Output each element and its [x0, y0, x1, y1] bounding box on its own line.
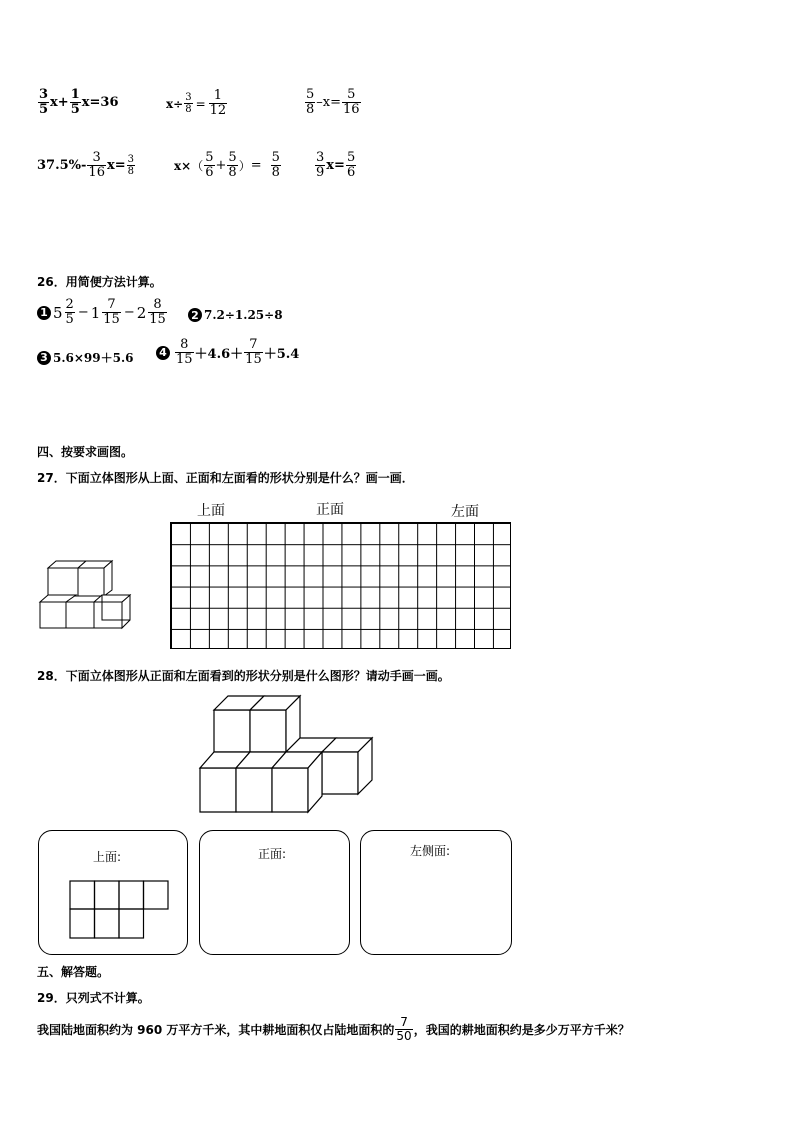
equation-1: $\frac{3}{5}$ x+ $\frac{1}{5}$ x=36: [39, 87, 119, 118]
label-front-view: 正面: [316, 502, 344, 518]
grid-cell: [144, 881, 169, 909]
fraction: $\frac{5}{6}$: [205, 150, 214, 181]
circled-number: 3: [37, 351, 51, 365]
top-view-drawing: [69, 880, 169, 940]
left-view-label: 左侧面:: [410, 844, 451, 858]
grid-cell: [119, 909, 144, 938]
question-29-title: 29．只列式不计算。: [37, 991, 150, 1005]
cube-face: [40, 602, 66, 628]
cube-face: [214, 710, 250, 752]
fraction: $\frac{1}{5}$: [70, 87, 80, 118]
fraction: $\frac{1}{12}$: [209, 88, 227, 119]
equation-4: 37.5%- $\frac{3}{16}$ x= $\frac{3}{8}$: [37, 150, 134, 181]
question-26-title: 26．用简便方法计算。: [37, 275, 162, 289]
fraction: $\frac{2}{5}$: [65, 297, 74, 328]
question-28-title: 28．下面立体图形从正面和左面看到的形状分别是什么图形？请动手画一画。: [37, 669, 450, 683]
fraction: $\frac{3}{9}$: [316, 150, 325, 181]
fraction: $\frac{7}{50}$: [396, 1015, 412, 1044]
top-view-box[interactable]: [38, 830, 188, 955]
fraction: $\frac{5}{8}$: [306, 87, 315, 118]
cube-face: [40, 595, 76, 602]
q26-problem-3: 3 5.6×99＋5.6: [37, 349, 134, 366]
fraction: $\frac{3}{5}$: [39, 87, 49, 118]
grid-cell: [70, 881, 95, 909]
q26-problem-1: 1 5 $\frac{2}{5}$ − 1 $\frac{7}{15}$ − 2 $\frac{8}{15}$: [37, 298, 168, 328]
grid-cell: [95, 909, 120, 938]
cube-figure-27: [38, 558, 136, 630]
fraction: $\frac{8}{15}$: [176, 337, 193, 368]
drawing-grid[interactable]: [170, 522, 511, 649]
cube-face: [272, 768, 308, 812]
circled-number: 1: [37, 306, 51, 320]
circled-number: 4: [156, 346, 170, 360]
equation-6: $\frac{3}{9}$ x= $\frac{5}{6}$: [316, 150, 356, 181]
cube-face: [66, 602, 94, 628]
fraction: $\frac{5}{6}$: [346, 150, 356, 181]
fraction: $\frac{3}{16}$: [88, 150, 105, 181]
fraction: $\frac{8}{15}$: [149, 297, 166, 328]
grid-cell: [95, 881, 120, 909]
question-29-text: 我国陆地面积约为 960 万平方千米，其中耕地面积仅占陆地面积的 $\frac{7}{50}$ ，我国的耕地面积约是多少万平方千米？: [37, 1015, 630, 1044]
label-top-view: 上面: [197, 503, 225, 519]
section-4-heading: 四、按要求画图。: [37, 445, 134, 459]
cube-face: [200, 768, 236, 812]
left-view-box[interactable]: [360, 830, 512, 955]
equation-2: x÷ $\frac{3}{8}$ = $\frac{1}{12}$: [166, 88, 227, 119]
fraction: $\frac{5}{16}$: [343, 87, 360, 118]
cube-face: [250, 710, 286, 752]
grid-cell: [119, 881, 144, 909]
section-5-heading: 五、解答题。: [37, 965, 110, 979]
cube-figure-28: [196, 690, 378, 818]
label-left-view: 左面: [451, 504, 479, 520]
front-view-label: 正面:: [258, 847, 287, 861]
grid-cell: [70, 909, 95, 938]
equation-3: $\frac{5}{8}$ –x= $\frac{5}{16}$: [306, 87, 360, 118]
q26-problem-4: 4 $\frac{8}{15}$ ＋4.6＋ $\frac{7}{15}$ ＋5.4: [156, 338, 299, 368]
circled-number: 2: [188, 308, 202, 322]
cube-face: [322, 752, 358, 794]
front-view-box[interactable]: [199, 830, 350, 955]
equation-5: x× （ $\frac{5}{6}$ + $\frac{5}{8}$ ） = $\frac{5}{8}$: [174, 150, 280, 181]
fraction: $\frac{7}{15}$: [103, 297, 120, 328]
top-view-label: 上面:: [93, 850, 122, 864]
fraction: $\frac{5}{8}$: [271, 150, 280, 181]
fraction: $\frac{3}{8}$: [185, 92, 192, 116]
cube-face: [48, 568, 78, 596]
cube-face: [236, 768, 272, 812]
fraction: $\frac{7}{15}$: [245, 337, 262, 368]
fraction: $\frac{5}{8}$: [228, 150, 237, 181]
cube-face: [94, 602, 122, 628]
question-27-title: 27．下面立体图形从上面、正面和左面看的形状分别是什么？画一画．: [37, 471, 414, 485]
q26-problem-2: 2 7.2÷1.25÷8: [188, 308, 283, 322]
fraction: $\frac{3}{8}$: [127, 154, 134, 178]
cube-face: [78, 568, 104, 596]
